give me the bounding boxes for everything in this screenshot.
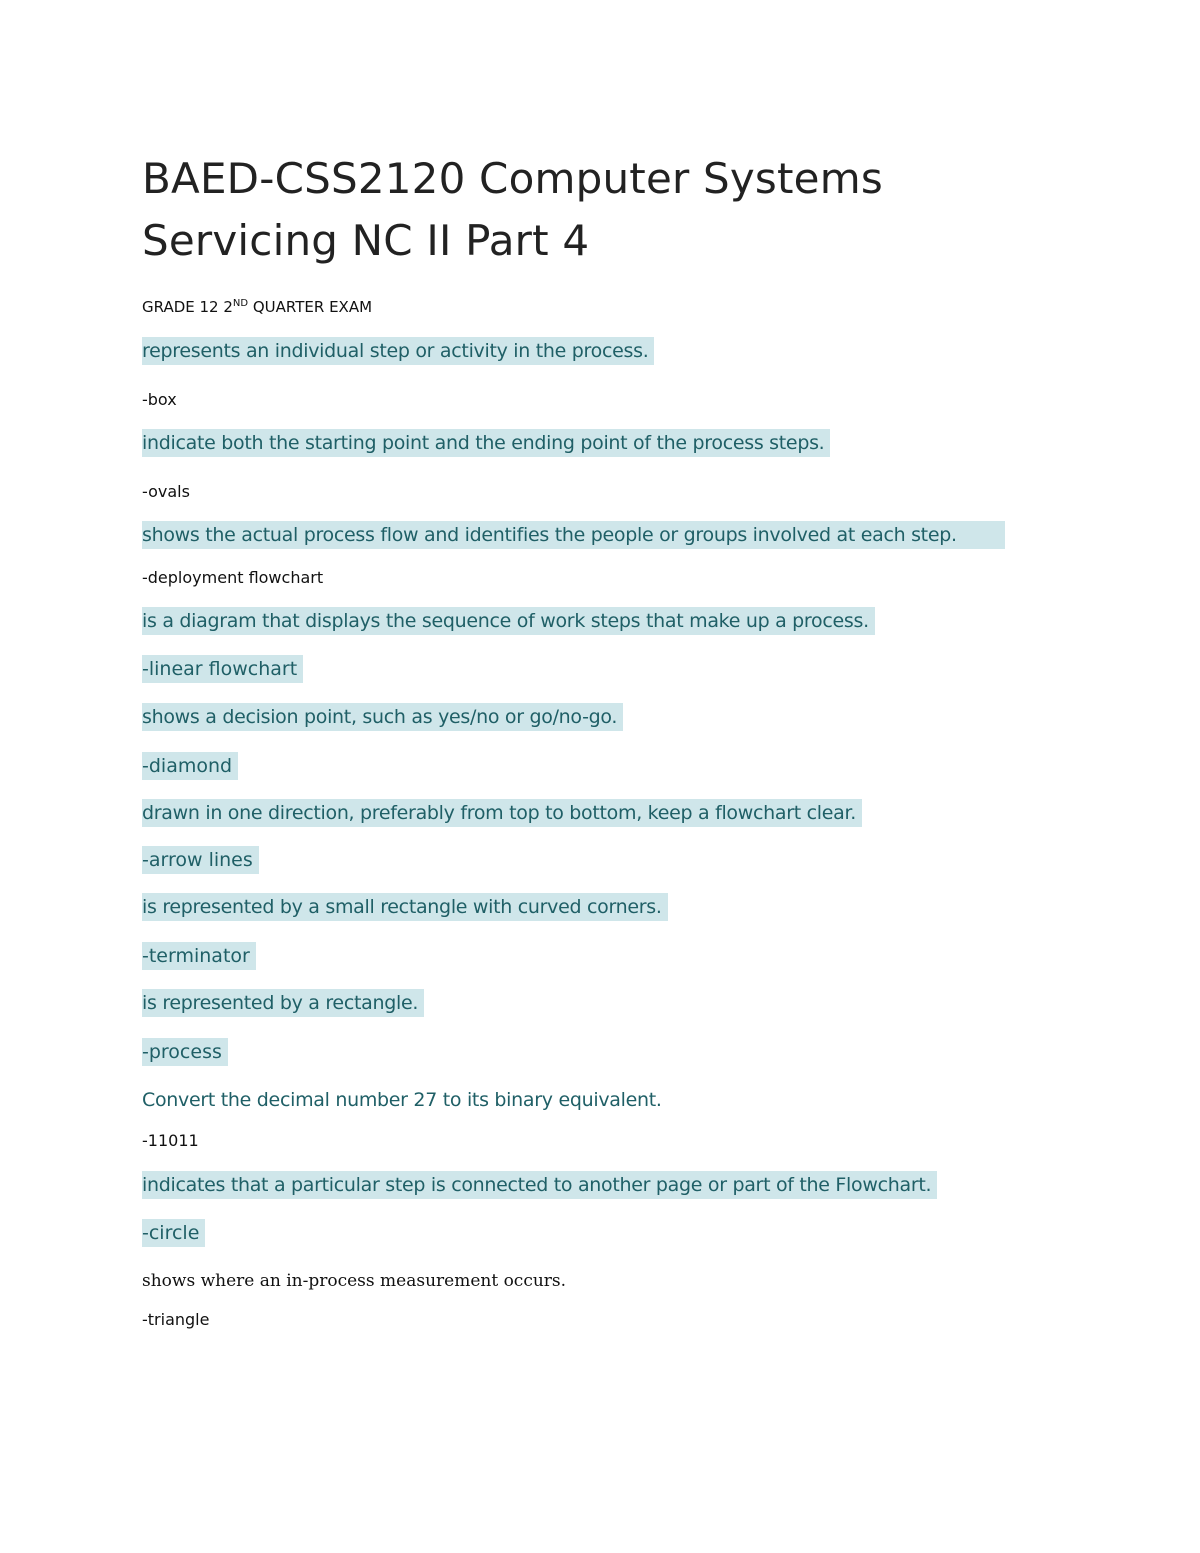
- answer-3: -deployment flowchart: [142, 568, 324, 587]
- answer-6: [142, 849, 259, 871]
- answer-4-text: -linear flowchart: [142, 655, 303, 683]
- answer-6-text: -arrow lines: [142, 846, 259, 874]
- answer-8: [142, 1041, 228, 1063]
- question-5-text: shows a decision point, such as yes/no or go/no-go.: [142, 703, 623, 731]
- subtitle-superscript: ND: [232, 298, 249, 309]
- question-7: [142, 896, 668, 918]
- question-7-text: is represented by a small rectangle with curved corners.: [142, 893, 668, 921]
- question-4: [142, 610, 875, 632]
- question-4-text: is a diagram that displays the sequence of work steps that make up a process.: [142, 607, 875, 635]
- question-8: [142, 992, 424, 1014]
- question-5: [142, 706, 623, 728]
- question-11: shows where an in-process measurement occurs.: [142, 1271, 567, 1291]
- answer-10: [142, 1222, 205, 1244]
- question-6-text: drawn in one direction, preferably from top to bottom, keep a flowchart clear.: [142, 799, 862, 827]
- answer-4: [142, 658, 303, 680]
- question-10-text: indicates that a particular step is connected to another page or part of the Flowchart.: [142, 1171, 937, 1199]
- answer-9: -11011: [142, 1131, 199, 1150]
- question-2-text: indicate both the starting point and the ending point of the process steps.: [142, 429, 830, 457]
- question-2: [142, 432, 830, 454]
- answer-1: -box: [142, 390, 177, 409]
- question-9: Convert the decimal number 27 to its binary equivalent.: [142, 1089, 662, 1111]
- question-6: [142, 802, 862, 824]
- answer-7-text: -terminator: [142, 942, 256, 970]
- question-3: [142, 524, 1005, 546]
- answer-7: [142, 945, 256, 967]
- answer-8-text: -process: [142, 1038, 228, 1066]
- answer-11: -triangle: [142, 1310, 210, 1329]
- exam-subtitle: [142, 298, 372, 316]
- question-10: [142, 1174, 937, 1196]
- question-3-text: shows the actual process flow and identifies the people or groups involved at each step.: [142, 521, 1005, 549]
- document-title: BAED-CSS2120 Computer Systems Servicing NC II Part 4: [142, 154, 883, 265]
- question-1: [142, 340, 654, 362]
- answer-5-text: -diamond: [142, 752, 238, 780]
- question-1-text: represents an individual step or activity in the process.: [142, 337, 654, 365]
- answer-5: [142, 755, 238, 777]
- answer-2: -ovals: [142, 482, 190, 501]
- answer-10-text: -circle: [142, 1219, 205, 1247]
- question-8-text: is represented by a rectangle.: [142, 989, 424, 1017]
- subtitle-prefix: GRADE 12 2: [142, 298, 233, 316]
- subtitle-suffix: QUARTER EXAM: [248, 298, 373, 316]
